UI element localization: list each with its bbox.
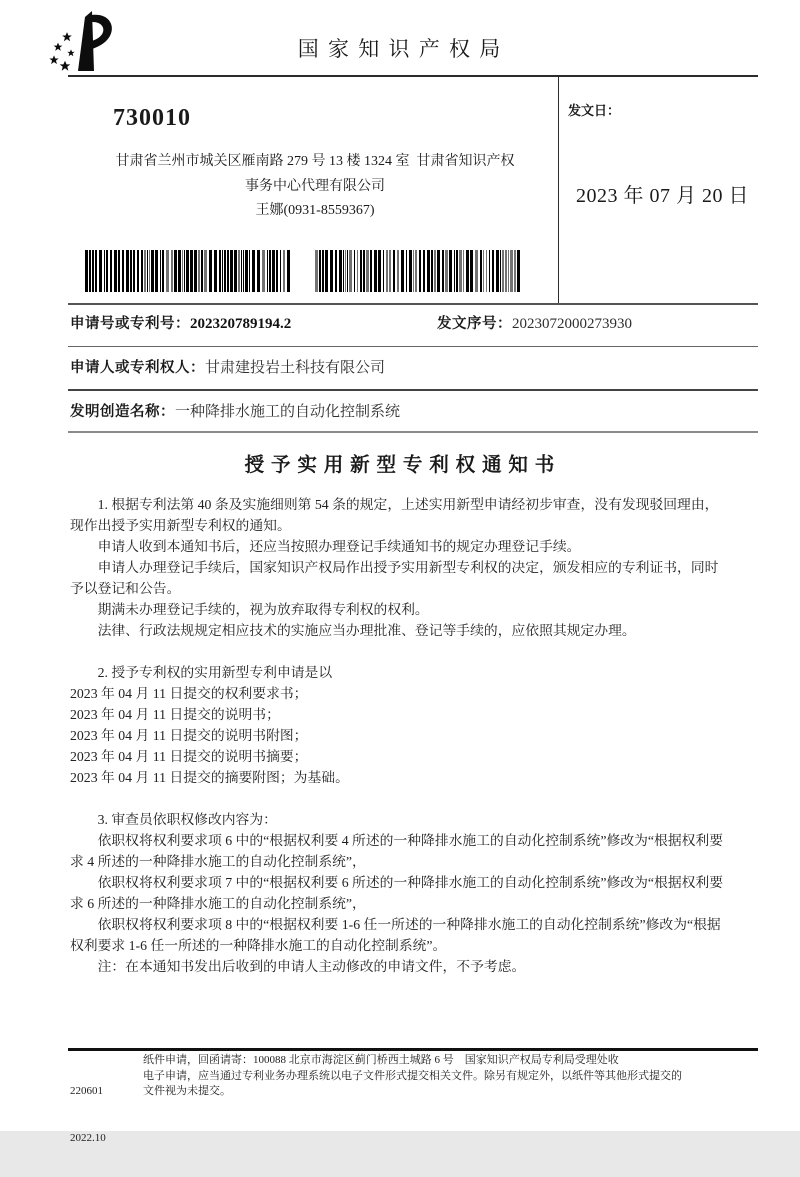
- application-number-value: 202320789194.2: [190, 316, 292, 332]
- dispatch-date-label: 发文日：: [568, 103, 621, 118]
- dispatch-date-value: 2023 年 07 月 20 日: [576, 185, 749, 207]
- body-line: 申请人收到本通知书后，还应当按照办理登记手续通知书的规定办理登记手续。: [70, 539, 581, 554]
- notice-body: [70, 494, 762, 977]
- field-rule-3: [68, 431, 758, 433]
- body-line: 依职权将权利要求项 6 中的“根据权利要 4 所述的一种降排水施工的自动化控制系统”修改为“根据权利要: [70, 833, 724, 848]
- body-line: 法律、行政法规规定相应技术的实施应当办理批准、登记等手续的，应依照其规定办理。: [70, 623, 636, 638]
- recipient-postcode: 730010: [113, 105, 191, 131]
- recipient-address: 甘肃省兰州市城关区雁南路 279 号 13 楼 1324 室 甘肃省知识产权: [115, 154, 515, 169]
- body-line: 申请人办理登记手续后，国家知识产权局作出授予实用新型专利权的决定，颁发相应的专利证书，同时: [70, 560, 719, 575]
- body-line: 1. 根据专利法第 40 条及实施细则第 54 条的规定，上述实用新型申请经初步审查，没有发现驳回理由，: [70, 497, 719, 512]
- body-line: 注：在本通知书发出后收到的申请人主动修改的申请文件，不予考虑。: [70, 959, 526, 974]
- body-line: 2023 年 04 月 11 日提交的摘要附图；为基础。: [70, 770, 349, 785]
- header-rule: [68, 75, 758, 77]
- dispatch-serial-row: [437, 312, 632, 333]
- footer-form-codes: [70, 1053, 106, 1177]
- body-section: [70, 494, 762, 641]
- body-line: 求 6 所述的一种降排水施工的自动化控制系统”，: [70, 896, 366, 911]
- column-divider: [558, 75, 559, 304]
- body-line: 依职权将权利要求项 8 中的“根据权利要 1-6 任一所述的一种降排水施工的自动化控制系统”修改为“根据: [70, 917, 721, 932]
- body-line: 2023 年 04 月 11 日提交的说明书摘要；: [70, 749, 308, 764]
- field-rule-2: [68, 389, 758, 391]
- body-line: 求 4 所述的一种降排水施工的自动化控制系统”，: [70, 854, 366, 869]
- barcode-icon: [315, 250, 523, 292]
- field-rule-1: [68, 346, 758, 347]
- body-line: 依职权将权利要求项 7 中的“根据权利要 6 所述的一种降排水施工的自动化控制系统”修改为“根据权利要: [70, 875, 724, 890]
- recipient-organization: 事务中心代理有限公司: [245, 179, 385, 194]
- body-line: 予以登记和公告。: [70, 581, 181, 596]
- barcode-icon: [85, 250, 293, 292]
- body-line: 2023 年 04 月 11 日提交的说明书；: [70, 707, 280, 722]
- footer-line: 文件视为未提交。: [143, 1085, 231, 1097]
- address-box-bottom-rule: [68, 303, 758, 305]
- application-number-label: 申请号或专利号：: [70, 316, 190, 332]
- body-section: [70, 809, 762, 977]
- agency-title: 国 家 知 识 产 权 局: [297, 37, 503, 61]
- body-line: 2. 授予专利权的实用新型专利申请是以: [70, 665, 333, 680]
- invention-name-label: 发明创造名称：: [70, 404, 175, 420]
- application-number-row: [70, 312, 291, 333]
- body-line: 期满未办理登记手续的，视为放弃取得专利权的权利。: [70, 602, 429, 617]
- applicant-label: 申请人或专利权人：: [70, 360, 205, 376]
- applicant-row: [70, 356, 385, 377]
- footer-rule: [68, 1048, 758, 1051]
- recipient-contact: 王娜(0931-8559367): [255, 203, 375, 218]
- dispatch-serial-label: 发文序号：: [437, 316, 512, 332]
- footer-line: 纸件申请，回函请寄：100088 北京市海淀区蓟门桥西土城路 6 号 国家知识产权局专利局受理处收: [143, 1054, 619, 1066]
- body-section: [70, 662, 762, 788]
- body-line: 2023 年 04 月 11 日提交的权利要求书；: [70, 686, 308, 701]
- body-line: 2023 年 04 月 11 日提交的说明书附图；: [70, 728, 308, 743]
- body-line: 现作出授予实用新型专利权的通知。: [70, 518, 291, 533]
- dispatch-serial-value: 2023072000273930: [512, 316, 632, 332]
- notice-title: 授 予 实 用 新 型 专 利 权 通 知 书: [244, 455, 556, 476]
- applicant-value: 甘肃建投岩土科技有限公司: [205, 360, 386, 376]
- footer-form-date: 2022.10: [70, 1131, 106, 1144]
- footer-instructions: [143, 1053, 763, 1100]
- invention-name-row: [70, 400, 400, 421]
- body-line: 权利要求 1-6 任一所述的一种降排水施工的自动化控制系统”。: [70, 938, 447, 953]
- footer-line: 电子申请，应当通过专利业务办理系统以电子文件形式提交相关文件。除另有规定外，以纸件等其他形式提交的: [143, 1069, 682, 1082]
- body-line: 3. 审查员依职权修改内容为：: [70, 812, 277, 827]
- footer-form-code: 220601: [70, 1085, 103, 1097]
- invention-name-value: 一种降排水施工的自动化控制系统: [175, 404, 401, 420]
